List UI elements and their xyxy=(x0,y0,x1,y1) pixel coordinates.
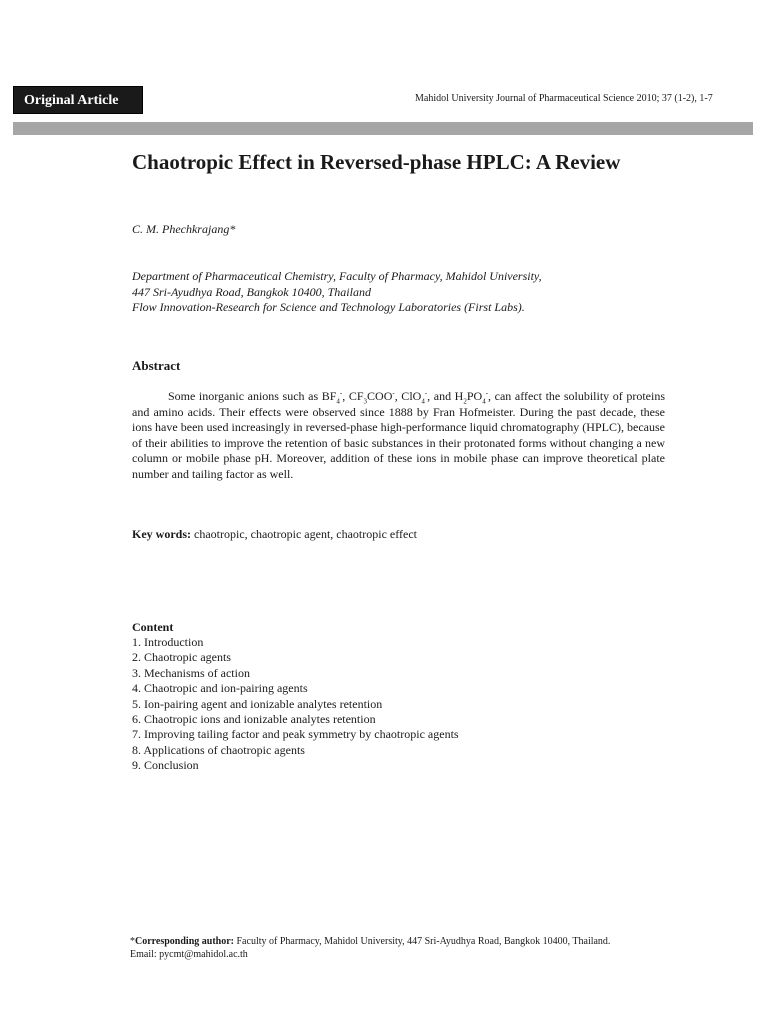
content-item: 6. Chaotropic ions and ionizable analytes retention xyxy=(132,712,376,727)
superscript: - xyxy=(392,389,395,397)
subscript: 4 xyxy=(482,397,486,406)
content-item: 3. Mechanisms of action xyxy=(132,665,250,680)
abstract-heading: Abstract xyxy=(132,358,181,373)
content-item: 9. Conclusion xyxy=(132,758,199,773)
abstract-sep: , ClO xyxy=(394,389,422,403)
content-heading: Content xyxy=(132,620,174,634)
abstract-intro: Some inorganic anions such as BF xyxy=(168,389,337,403)
author-name: C. M. Phechkrajang* xyxy=(132,222,236,236)
content-item: 4. Chaotropic and ion-pairing agents xyxy=(132,681,308,696)
footnote-label: Corresponding author: xyxy=(135,936,234,947)
affiliation-line: 447 Sri-Ayudhya Road, Bangkok 10400, Thailand xyxy=(132,284,371,299)
subscript: 4 xyxy=(336,397,340,406)
abstract-ion: COO xyxy=(367,389,393,403)
footnote-email: Email: pycmt@mahidol.ac.th xyxy=(130,949,248,960)
footnote-marker: * xyxy=(130,936,135,947)
subscript: 2 xyxy=(463,397,467,406)
keywords xyxy=(132,527,417,542)
footnote xyxy=(130,935,610,961)
abstract-sep: , CF xyxy=(342,389,364,403)
footnote-line xyxy=(130,935,610,948)
subscript: 4 xyxy=(421,397,425,406)
article-title: Chaotropic Effect in Reversed-phase HPLC: A Review xyxy=(132,150,621,174)
superscript: - xyxy=(485,389,489,397)
content-item: 7. Improving tailing factor and peak symmetry by chaotropic agents xyxy=(132,727,459,742)
abstract-sep: , and H xyxy=(427,389,464,403)
content-item: 2. Chaotropic agents xyxy=(132,650,231,665)
footnote-text: Faculty of Pharmacy, Mahidol University, 447 Sri-Ayudhya Road, Bangkok 10400, Thailand. xyxy=(234,936,611,947)
abstract-ion: PO xyxy=(466,389,483,403)
content-list xyxy=(132,635,459,774)
abstract-body: , can affect the solubility of proteins and amino acids. Their effects were observed since 1888 by Fran Hofmeister. During the past decade, these ions have been used increasingly in reversed-phase high-performance liquid chromatography (HPLC), because of their abilities to improve the retention of basic substances in their protonated forms without changing a new column or mobile phase pH. Moreover, addition of these ions in mobile phase can improve theoretical plate number and tailing factor as well. xyxy=(132,389,665,481)
article-type-badge: Original Article xyxy=(13,86,143,114)
superscript: - xyxy=(424,389,428,397)
affiliation-line: Flow Innovation-Research for Science and Technology Laboratories (First Labs). xyxy=(132,300,525,314)
affiliation xyxy=(132,269,542,316)
subscript: 3 xyxy=(363,397,368,406)
header-rule xyxy=(13,122,753,135)
affiliation-line: Department of Pharmaceutical Chemistry, Faculty of Pharmacy, Mahidol University, xyxy=(132,269,542,283)
content-item: 1. Introduction xyxy=(132,635,204,649)
content-item: 5. Ion-pairing agent and ionizable analytes retention xyxy=(132,696,383,711)
abstract-text xyxy=(132,389,665,482)
keywords-label: Key words: xyxy=(132,527,191,541)
superscript: - xyxy=(339,389,343,397)
keywords-value: chaotropic, chaotropic agent, chaotropic effect xyxy=(191,527,418,541)
journal-citation: Mahidol University Journal of Pharmaceutical Science 2010; 37 (1-2), 1-7 xyxy=(415,93,713,104)
content-item: 8. Applications of chaotropic agents xyxy=(132,742,305,757)
